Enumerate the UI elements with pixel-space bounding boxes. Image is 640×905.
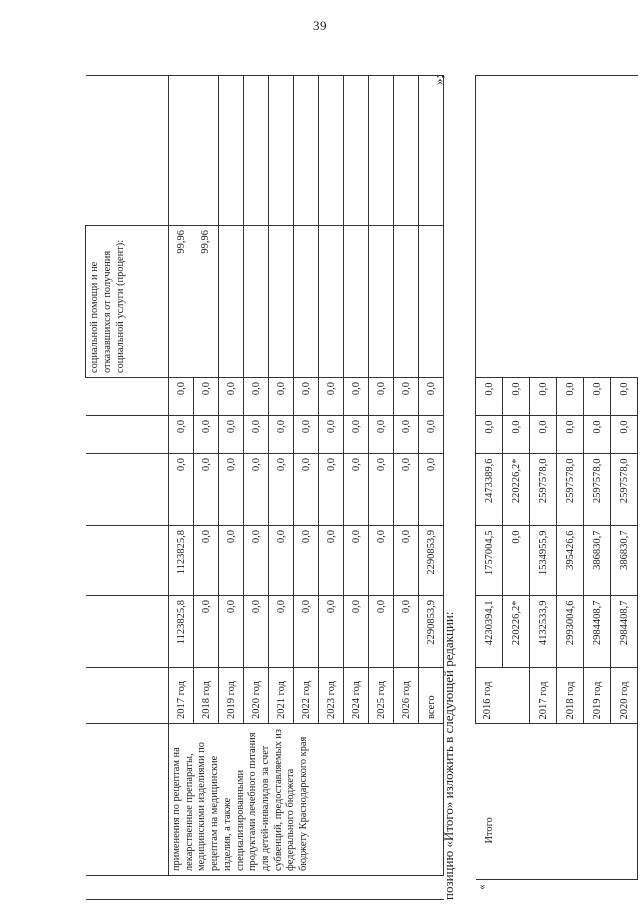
table-header-row <box>86 76 169 900</box>
table-cell <box>419 226 444 378</box>
value-cell: 2597578,0 <box>557 454 584 526</box>
value-cell: 0,0 <box>419 378 444 416</box>
table-cell <box>86 668 169 724</box>
value-cell: 0,0 <box>294 416 319 454</box>
value-cell: 1534955,9 <box>530 526 557 596</box>
table-cell <box>319 76 344 226</box>
value-cell: 0,0 <box>369 596 394 668</box>
table-cell <box>294 226 319 378</box>
year-cell: 2018 год <box>557 668 584 724</box>
table-cell <box>86 378 169 416</box>
value-cell: 0,0 <box>476 378 503 416</box>
value-cell: 0,0 <box>394 454 419 526</box>
year-cell: 2021 год <box>269 668 294 724</box>
value-cell: 0,0 <box>369 454 394 526</box>
value-cell: 0,0 <box>530 416 557 454</box>
value-cell: 0,0 <box>219 454 244 526</box>
table-cell <box>244 76 269 226</box>
table-cell <box>369 226 394 378</box>
value-cell: 0,0 <box>344 526 369 596</box>
value-cell: 0,0 <box>394 416 419 454</box>
value-cell: 0,0 <box>219 378 244 416</box>
value-cell: 2597578,0 <box>611 454 638 526</box>
value-cell: 0,0 <box>394 596 419 668</box>
value-cell: 2597578,0 <box>584 454 611 526</box>
year-cell: 2019 год <box>219 668 244 724</box>
year-cell: 2020 год <box>244 668 269 724</box>
table-cell <box>219 76 244 226</box>
table-cell <box>86 526 169 596</box>
opening-quote: « <box>476 884 488 890</box>
value-cell: 0,0 <box>194 596 219 668</box>
year-cell: 2017 год <box>530 668 557 724</box>
year-cell: всего <box>419 668 444 724</box>
year-cell: 2018 год <box>194 668 219 724</box>
value-cell: 0,0 <box>269 596 294 668</box>
value-cell: 0,0 <box>244 526 269 596</box>
value-cell: 0,0 <box>319 596 344 668</box>
value-cell: 4230394,1 <box>476 596 503 668</box>
value-cell: 0,0 <box>169 454 194 526</box>
table-cell <box>219 226 244 378</box>
table-cell <box>319 226 344 378</box>
value-cell: 0,0 <box>344 378 369 416</box>
value-cell: 0,0 <box>319 416 344 454</box>
value-cell: 0,0 <box>584 378 611 416</box>
value-cell: 0,0 <box>584 416 611 454</box>
page-number: 39 <box>313 18 327 33</box>
table-row <box>169 76 194 900</box>
value-cell: 0,0 <box>169 378 194 416</box>
year-cell: 2024 год <box>344 668 369 724</box>
value-cell: 0,0 <box>530 378 557 416</box>
indicator-text: социальной помощи и не отказавшихся от получения социальной услуги (процент): <box>86 226 169 378</box>
table-cell <box>394 226 419 378</box>
program-table <box>85 75 444 900</box>
value-cell: 1123825,8 <box>169 596 194 668</box>
table-cell <box>269 76 294 226</box>
value-cell: 0,0 <box>319 378 344 416</box>
value-cell: 0,0 <box>244 454 269 526</box>
value-cell: 386830,7 <box>584 526 611 596</box>
value-cell: 0,0 <box>294 596 319 668</box>
value-cell: 0,0 <box>476 416 503 454</box>
table-cell <box>86 596 169 668</box>
value-cell: 0,0 <box>503 526 530 596</box>
value-cell: 0,0 <box>269 378 294 416</box>
table-cell <box>244 226 269 378</box>
table-cell <box>394 76 419 226</box>
value-cell: 0,0 <box>419 416 444 454</box>
value-cell: 0,0 <box>269 416 294 454</box>
table-cell <box>476 76 638 378</box>
amendment-text <box>441 612 457 900</box>
value-cell: 0,0 <box>611 416 638 454</box>
row-description: применения по рецептам на лекарственные препараты, медицинскими изделиями по рецептам на медицинские изделия, а также специализированными продуктами лечебного питания для детей-инвалидов за счет субвенций, предоставляемых из федерального бюджета бюджету Краснодарского края <box>169 724 444 876</box>
table-cell <box>269 226 294 378</box>
value-cell: 0,0 <box>344 454 369 526</box>
rotated-page-content <box>85 60 630 900</box>
value-cell: 2993004,6 <box>557 596 584 668</box>
table-cell <box>194 76 219 226</box>
value-cell: 0,0 <box>244 596 269 668</box>
table-cell <box>86 76 169 226</box>
value-cell: 0,0 <box>269 454 294 526</box>
table-cell <box>369 76 394 226</box>
value-cell: 0,0 <box>194 526 219 596</box>
table-cell <box>344 76 369 226</box>
value-cell: 0,0 <box>269 526 294 596</box>
value-cell: 0,0 <box>557 416 584 454</box>
value-cell: 2984408,7 <box>611 596 638 668</box>
value-cell: 0,0 <box>294 526 319 596</box>
value-cell: 395426,6 <box>557 526 584 596</box>
value-cell: 0,0 <box>194 416 219 454</box>
value-cell: 0,0 <box>344 416 369 454</box>
value-cell: 0,0 <box>219 416 244 454</box>
value-cell: 2473389,6 <box>476 454 503 526</box>
total-table <box>475 76 638 901</box>
closing-semicolon: »; <box>431 74 446 85</box>
value-cell: 0,0 <box>319 454 344 526</box>
year-cell: 2020 год <box>611 668 638 724</box>
table-cell <box>344 226 369 378</box>
value-cell: 0,0 <box>369 378 394 416</box>
value-cell: 2984408,7 <box>584 596 611 668</box>
value-cell: 220226,2* <box>503 596 530 668</box>
table-cell <box>86 416 169 454</box>
value-cell: 0,0 <box>294 454 319 526</box>
table-cell <box>86 454 169 526</box>
year-cell: 2019 год <box>584 668 611 724</box>
value-cell: 0,0 <box>419 454 444 526</box>
value-cell: 0,0 <box>194 454 219 526</box>
value-cell: 0,0 <box>344 596 369 668</box>
value-cell: 0,0 <box>219 596 244 668</box>
indicator-value: 99,96 <box>194 226 219 378</box>
table-cell <box>169 76 194 226</box>
value-cell: 0,0 <box>503 378 530 416</box>
value-cell: 2290853,9 <box>419 526 444 596</box>
value-cell: 0,0 <box>369 526 394 596</box>
value-cell: 0,0 <box>319 526 344 596</box>
value-cell: 0,0 <box>394 526 419 596</box>
value-cell: 1757004,5 <box>476 526 503 596</box>
table-cell <box>419 76 444 226</box>
year-cell: 2025 год <box>369 668 394 724</box>
value-cell: 0,0 <box>219 526 244 596</box>
table-cell <box>169 876 444 900</box>
value-cell: 2290853,9 <box>419 596 444 668</box>
value-cell: 0,0 <box>194 378 219 416</box>
total-label: Итого <box>476 724 638 880</box>
year-cell: 2026 год <box>394 668 419 724</box>
value-cell: 0,0 <box>394 378 419 416</box>
value-cell: 220226,2* <box>503 454 530 526</box>
value-cell: 0,0 <box>169 416 194 454</box>
table-row <box>476 76 503 900</box>
year-cell: 2023 год <box>319 668 344 724</box>
text-line: позицию «Итого» изложить в следующей редакции: <box>441 611 456 900</box>
indicator-value: 99,96 <box>169 226 194 378</box>
year-cell: 2022 год <box>294 668 319 724</box>
table-cell <box>86 724 169 876</box>
table-cell <box>294 76 319 226</box>
value-cell: 4132533,9 <box>530 596 557 668</box>
value-cell: 0,0 <box>294 378 319 416</box>
year-cell: 2016 год <box>476 668 530 724</box>
value-cell: 0,0 <box>244 378 269 416</box>
value-cell: 0,0 <box>369 416 394 454</box>
table-cell <box>86 876 169 900</box>
value-cell: 0,0 <box>503 416 530 454</box>
year-cell: 2017 год <box>169 668 194 724</box>
value-cell: 0,0 <box>244 416 269 454</box>
value-cell: 0,0 <box>557 378 584 416</box>
value-cell: 0,0 <box>611 378 638 416</box>
value-cell: 2597578,0 <box>530 454 557 526</box>
value-cell: 1123825,8 <box>169 526 194 596</box>
value-cell: 386830,7 <box>611 526 638 596</box>
